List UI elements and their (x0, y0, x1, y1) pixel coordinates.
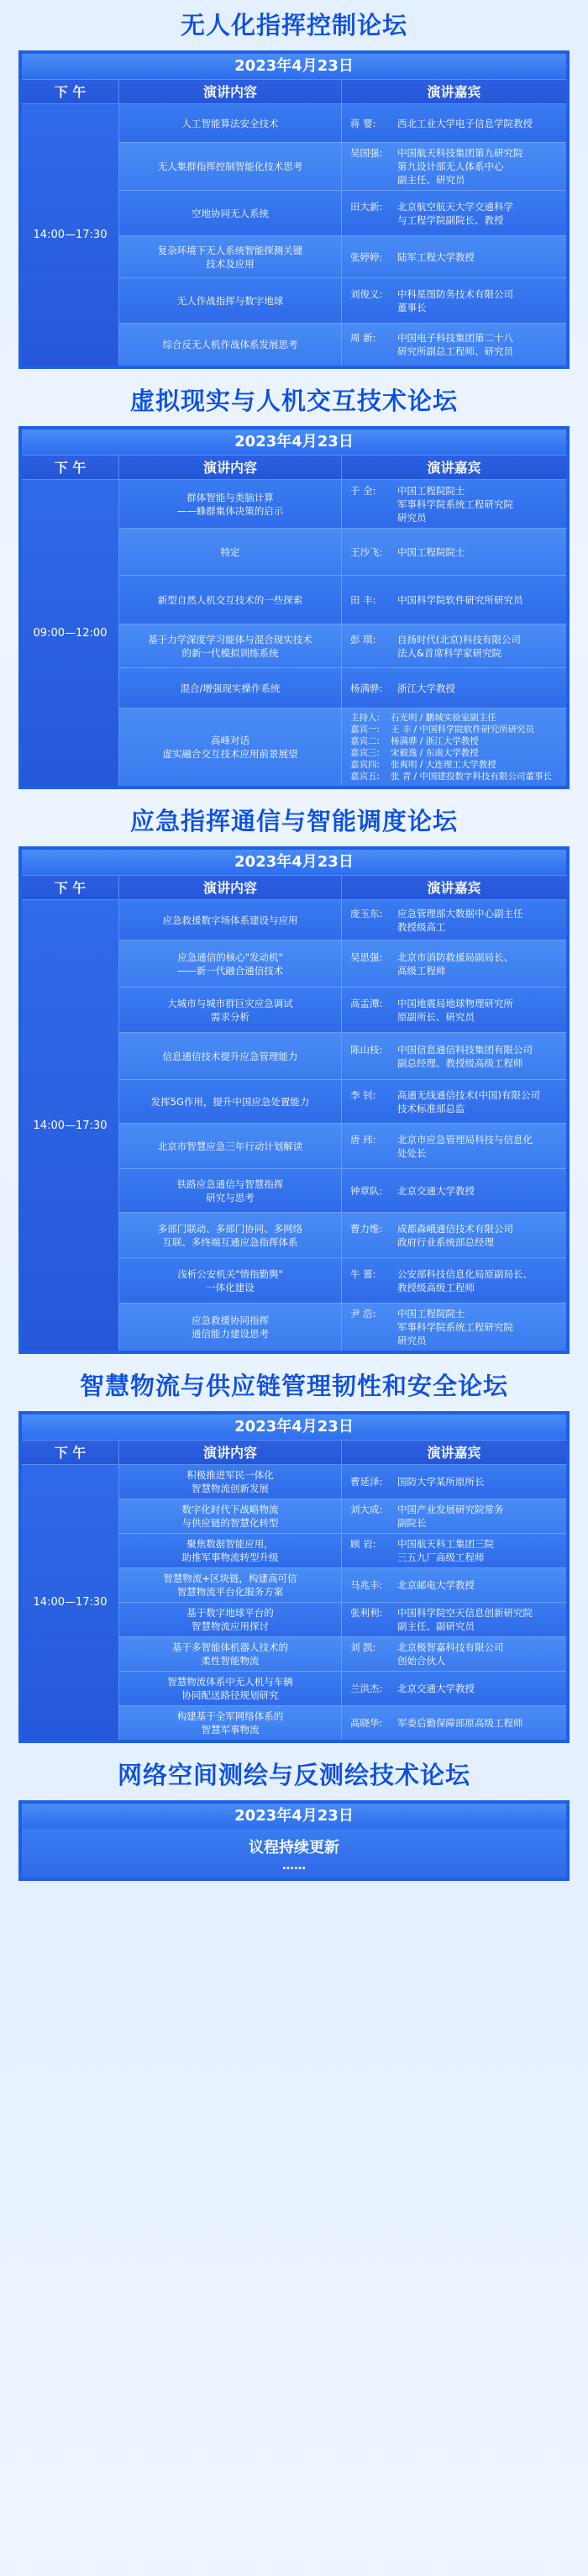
speaker-line (350, 200, 558, 227)
speaker-cell (342, 1213, 566, 1257)
table-body (22, 900, 566, 1351)
speaker-cell (342, 1033, 566, 1079)
speaker-cell (342, 324, 566, 366)
speaker-line (350, 1537, 558, 1564)
talk-topic: 基于数字地球平台的 智慧物流应用探讨 (119, 1603, 342, 1636)
agenda-rows (119, 104, 566, 366)
table-row (119, 1213, 566, 1258)
agenda-rows (119, 480, 566, 786)
speaker-line (350, 1503, 558, 1530)
header-time: 下 午 (22, 80, 119, 103)
speaker-line (350, 907, 558, 934)
talk-topic: 基于多智能体机器人技术的 柔性智能物流 (119, 1637, 342, 1671)
speaker-line (350, 997, 558, 1024)
speaker-name: 彭 琪: (350, 633, 376, 645)
talk-topic: 应急通信的核心"发动机" ——新一代融合通信技术 (119, 940, 342, 987)
header-topic: 演讲内容 (119, 1441, 342, 1464)
speaker-name: 曹力维: (350, 1222, 383, 1235)
speaker-line (350, 1133, 558, 1160)
forum-panel (18, 426, 570, 789)
table-row (119, 1499, 566, 1534)
talk-topic: 智慧物流+区块链，构建高可信 智慧物流平台化服务方案 (119, 1568, 342, 1602)
speaker-cell (342, 191, 566, 235)
speaker-name: 高孟潭: (350, 997, 383, 1009)
speaker-line (350, 1606, 558, 1633)
speaker-title: 中国产业发展研究院常务 副院长 (397, 1504, 504, 1529)
speaker-title: 中国工程院院士 军事科学院系统工程研究院 研究员 (397, 1308, 513, 1346)
speaker-name: 马兆丰: (350, 1579, 383, 1591)
talk-topic: 应急救援协同指挥 通信能力建设思考 (119, 1304, 342, 1351)
speaker-line (350, 1641, 558, 1667)
talk-topic: 数字化时代下战略物流 与供应链的智慧化转型 (119, 1499, 342, 1533)
table-row (119, 1258, 566, 1304)
speaker-title: 中科星图防务技术有限公司 董事长 (397, 287, 513, 313)
pending-dots: …… (282, 1859, 306, 1873)
speaker-name: 尹 浩: (350, 1308, 376, 1320)
speaker-title: 中国地震局地球物理研究所 原副所长、研究员 (397, 997, 513, 1023)
talk-topic: 大城市与城市群巨灾应急调试 需求分析 (119, 988, 342, 1032)
forum-title: 虚拟现实与人机交互技术论坛 (129, 387, 458, 415)
table-row (119, 576, 566, 624)
talk-topic: 无人作战指挥与数字地球 (119, 278, 342, 323)
speaker-line (350, 735, 558, 747)
speaker-title: 中国电子科技集团第二十八 研究所副总工程师、研究员 (397, 332, 513, 357)
speaker-cell (342, 278, 566, 323)
header-speaker: 演讲嘉宾 (427, 460, 481, 476)
speaker-name: 钟章队: (350, 1184, 383, 1197)
date-bar: 2023年4月23日 (22, 429, 566, 455)
table-row (119, 1304, 566, 1351)
talk-topic: 智慧物流体系中无人机与车辆 协同配送路径规划研究 (119, 1672, 342, 1705)
table-row (119, 624, 566, 668)
forum-title: 无人化指挥控制论坛 (180, 11, 407, 40)
speaker-cell (342, 1124, 566, 1168)
speaker-line (350, 712, 558, 724)
forum-panel (18, 1411, 570, 1743)
speaker-line (350, 287, 558, 314)
speaker-name: 吴国强: (350, 147, 383, 159)
speaker-name: 杨满骅: (350, 682, 383, 694)
talk-topic: 混合/增强现实操作系统 (119, 668, 342, 708)
table-row (119, 1124, 566, 1169)
speaker-line (350, 633, 558, 660)
forum-panel (18, 846, 570, 1354)
speaker-title: 高通无线通信技术(中国)有限公司 技术标准部总监 (397, 1088, 540, 1114)
date-bar: 2023年4月23日 (22, 850, 566, 875)
table-header (22, 1440, 566, 1465)
speaker-title: 自扬时代(北京)科技有限公司 法人&首席科学家研究院 (397, 633, 521, 659)
speaker-title: 北京市消防救援局副局长、 高级工程师 (397, 951, 513, 977)
forum-title: 智慧物流与供应链管理韧性和安全论坛 (79, 1372, 508, 1400)
date-bar: 2023年4月23日 (22, 1804, 566, 1829)
talk-topic: 浅析公安机关"情指勤舆" 一体化建设 (119, 1258, 342, 1303)
speaker-cell (342, 1672, 566, 1705)
speaker-name: 嘉宾四: (350, 760, 381, 770)
speaker-title: 成都森峨通信技术有限公司 政府行业系统部总经理 (397, 1222, 513, 1248)
table-row (119, 529, 566, 576)
speaker-name: 田大新: (350, 200, 383, 213)
speaker-title: 中国航天科工集团三院 三五九厂高级工程师 (397, 1538, 494, 1563)
time-slot: 14:00—17:30 (22, 900, 119, 1351)
table-header (22, 875, 566, 900)
speaker-cell (342, 1080, 566, 1123)
speaker-cell (342, 480, 566, 528)
speaker-name: 王沙飞: (350, 545, 383, 558)
speaker-line (350, 682, 558, 695)
forum-section (18, 804, 570, 1354)
speaker-title: 中国工程院院士 (397, 545, 465, 558)
speaker-cell (342, 529, 566, 575)
talk-topic: 基于力学深度学习能体与混合现实技术 的新一代模拟训练系统 (119, 624, 342, 667)
table-row (119, 1706, 566, 1740)
speaker-name: 唐 玮: (350, 1133, 376, 1146)
speaker-title: 北京邮电大学教授 (397, 1579, 475, 1591)
speaker-cell (342, 1499, 566, 1533)
table-row (119, 1568, 566, 1603)
talk-topic: 特定 (119, 529, 342, 575)
speaker-title: 公安部科技信息化局原副局长、 教授级高级工程师 (397, 1267, 533, 1293)
table-row (119, 278, 566, 324)
table-row (119, 1169, 566, 1213)
table-row (119, 1672, 566, 1706)
speaker-cell (342, 940, 566, 987)
speaker-title: 张 青 / 中国建投数字科技有限公司董事长 (391, 772, 553, 782)
table-row (119, 1033, 566, 1080)
speaker-cell (342, 988, 566, 1032)
speaker-name: 主持人: (350, 713, 381, 723)
speaker-line (350, 1682, 558, 1695)
speaker-cell (342, 709, 566, 786)
speaker-cell (342, 1568, 566, 1602)
speaker-title: 军委后勤保障部原高级工程师 (397, 1717, 523, 1729)
speaker-name: 曹延泽: (350, 1476, 383, 1488)
table-row (119, 1637, 566, 1672)
speaker-line (350, 1184, 558, 1198)
table-row (119, 191, 566, 236)
speaker-cell (342, 1258, 566, 1303)
speaker-line (350, 951, 558, 977)
speaker-name: 刘 凯: (350, 1641, 376, 1653)
talk-topic: 综合反无人机作战体系发展思考 (119, 324, 342, 366)
speaker-name: 刘大成: (350, 1504, 383, 1515)
table-row (119, 709, 566, 786)
table-row (119, 1534, 566, 1568)
forums-container (18, 8, 570, 1743)
speaker-cell (342, 1465, 566, 1499)
speaker-line (350, 1222, 558, 1249)
speaker-name: 于 全: (350, 484, 376, 497)
speaker-name: 兰洪杰: (350, 1683, 383, 1694)
table-row (119, 900, 566, 940)
speaker-line (350, 1043, 558, 1070)
speaker-title: 北京航空航天大学交通科学 与工程学院副院长、教授 (397, 200, 513, 226)
talk-topic: 人工智能算法安全技术 (119, 104, 342, 142)
talk-topic: 空地协同无人系统 (119, 191, 342, 235)
talk-topic: 铁路应急通信与智慧指挥 研究与思考 (119, 1169, 342, 1212)
speaker-title: 北京极智嘉科技有限公司 创始合伙人 (397, 1641, 504, 1667)
forum-panel (18, 50, 570, 369)
header-time: 下 午 (22, 456, 119, 479)
speaker-name: 田 丰: (350, 593, 376, 606)
speaker-cell (342, 1169, 566, 1212)
talk-topic: 无人集群指挥控制智能化技术思考 (119, 143, 342, 190)
speaker-line (350, 331, 558, 358)
speaker-name: 嘉宾一: (350, 724, 381, 735)
talk-topic: 北京市智慧应急三年行动计划解读 (119, 1124, 342, 1168)
speaker-name: 吴思强: (350, 951, 383, 963)
table-row (119, 480, 566, 529)
header-topic: 演讲内容 (119, 80, 342, 103)
table-row (119, 1603, 566, 1637)
table-row (119, 104, 566, 143)
speaker-title: 北京交通大学教授 (397, 1683, 475, 1694)
talk-topic: 应急救援数字场体系建设与应用 (119, 900, 342, 940)
talk-topic: 积极推进军民一体化 智慧物流创新发展 (119, 1465, 342, 1499)
speaker-title: 宋毅逸 / 东南大学教授 (391, 748, 479, 758)
pending-text: 议程持续更新 (249, 1839, 339, 1857)
talk-topic: 构建基于全军网络体系的 智慧军事物流 (119, 1706, 342, 1740)
speaker-name: 刘俊义: (350, 287, 383, 300)
speaker-cell (342, 1637, 566, 1671)
speaker-title: 陆军工程大学教授 (397, 250, 475, 263)
speaker-line (350, 1716, 558, 1730)
table-row (119, 1465, 566, 1499)
speaker-cell (342, 668, 566, 708)
speaker-line (350, 759, 558, 771)
speaker-line (350, 1578, 558, 1592)
speaker-line (350, 484, 558, 524)
talk-topic: 聚焦数据智能应用， 助推军事物流转型升级 (119, 1534, 342, 1567)
table-row (119, 236, 566, 278)
speaker-title: 杨满骅 / 浙江大学教授 (391, 736, 479, 746)
speaker-title: 中国工程院院士 军事科学院系统工程研究院 研究员 (397, 484, 513, 524)
date-bar: 2023年4月23日 (22, 54, 566, 79)
table-body (22, 480, 566, 786)
forum-section (18, 8, 570, 369)
talk-topic: 发挥5G作用，提升中国应急处置能力 (119, 1080, 342, 1123)
header-speaker: 演讲嘉宾 (427, 880, 481, 896)
speaker-title: 中国科学院软件研究所研究员 (397, 593, 523, 606)
table-header (22, 455, 566, 480)
speaker-title: 北京交通大学教授 (397, 1184, 475, 1197)
talk-topic: 高峰对话 虚实融合交互技术应用前景展望 (119, 709, 342, 786)
speaker-line (350, 1267, 558, 1294)
table-body (22, 104, 566, 366)
time-slot: 09:00—12:00 (22, 480, 119, 786)
speaker-line (350, 593, 558, 607)
time-slot: 14:00—17:30 (22, 104, 119, 366)
header-time: 下 午 (22, 1441, 119, 1464)
speaker-name: 高晓华: (350, 1717, 383, 1729)
speaker-title: 浙江大学教授 (397, 682, 455, 694)
speaker-cell (342, 576, 566, 624)
speaker-title: 国防大学某所原所长 (397, 1476, 485, 1488)
speaker-name: 张利利: (350, 1607, 383, 1619)
speaker-cell (342, 143, 566, 190)
speaker-title: 西北工业大学电子信息学院教授 (397, 117, 533, 129)
speaker-name: 庞玉东: (350, 907, 383, 919)
speaker-line (350, 146, 558, 187)
speaker-line (350, 747, 558, 759)
table-row (119, 988, 566, 1033)
speaker-title: 石光明 / 鹏城实验室副主任 (391, 713, 496, 723)
header-speaker: 演讲嘉宾 (427, 84, 481, 100)
date-bar: 2023年4月23日 (22, 1414, 566, 1440)
agenda-pending (22, 1829, 566, 1878)
talk-topic: 群体智能与类脑计算 ——蜂群集体决策的启示 (119, 480, 342, 528)
speaker-cell (342, 236, 566, 277)
speaker-cell (342, 1534, 566, 1567)
speaker-cell (342, 1706, 566, 1740)
speaker-cell (342, 1304, 566, 1351)
speaker-name: 陈山枝: (350, 1043, 383, 1056)
forum-title: 应急指挥通信与智能调度论坛 (129, 807, 458, 835)
forum-section (18, 1369, 570, 1743)
speaker-title: 中国科学院空天信息创新研究院 副主任、副研究员 (397, 1607, 533, 1632)
agenda-rows (119, 1465, 566, 1740)
speaker-name: 嘉宾五: (350, 772, 381, 782)
speaker-title: 北京市应急管理局科技与信息化 处处长 (397, 1133, 533, 1159)
speaker-cell (342, 1603, 566, 1636)
speaker-line (350, 545, 558, 559)
header-topic: 演讲内容 (119, 876, 342, 899)
table-body (22, 1465, 566, 1740)
forum-title: 网络空间测绘与反测绘技术论坛 (117, 1761, 470, 1789)
speaker-name: 张婷婷: (350, 250, 383, 263)
speaker-cell (342, 624, 566, 667)
time-slot: 14:00—17:30 (22, 1465, 119, 1740)
speaker-name: 嘉宾三: (350, 748, 381, 758)
agenda-rows (119, 900, 566, 1351)
speaker-line (350, 1307, 558, 1347)
speaker-name: 周 新: (350, 332, 376, 344)
table-row (119, 143, 566, 191)
table-row (119, 940, 566, 988)
speaker-name: 顾 岩: (350, 1538, 376, 1550)
talk-topic: 信息通信技术提升应急管理能力 (119, 1033, 342, 1079)
speaker-line (350, 1475, 558, 1488)
forum-section (18, 384, 570, 789)
table-row (119, 668, 566, 709)
table-row (119, 1080, 566, 1124)
speaker-name: 牛 蔷: (350, 1267, 376, 1280)
table-header (22, 79, 566, 104)
forum-final (18, 1758, 570, 1881)
speaker-line (350, 1088, 558, 1115)
speaker-title: 中国航天科技集团第九研究院 第九设计部无人体系中心 副主任、研究员 (397, 147, 523, 186)
speaker-line (350, 250, 558, 264)
speaker-name: 蒋 婴: (350, 117, 376, 129)
speaker-cell (342, 104, 566, 142)
speaker-cell (342, 900, 566, 940)
talk-topic: 多部门联动、多部门协同、多网络 互联、多终端互通应急指挥体系 (119, 1213, 342, 1257)
speaker-name: 李 钊: (350, 1088, 376, 1101)
forum-panel (18, 1800, 570, 1881)
speaker-line (350, 724, 558, 735)
header-speaker: 演讲嘉宾 (427, 1445, 481, 1461)
speaker-name: 嘉宾二: (350, 736, 381, 746)
talk-topic: 复杂环境下无人系统智能探测关键 技术及应用 (119, 236, 342, 277)
speaker-title: 中国信息通信科技集团有限公司 副总经理、教授级高级工程师 (397, 1043, 533, 1069)
speaker-title: 张爽明 / 大连理工大学教授 (391, 760, 496, 770)
speaker-title: 王 丰 / 中国科学院软件研究所研究员 (391, 724, 535, 735)
header-topic: 演讲内容 (119, 456, 342, 479)
header-time: 下 午 (22, 876, 119, 899)
table-row (119, 324, 566, 366)
speaker-line (350, 771, 558, 782)
speaker-title: 应急管理部大数据中心副主任 教授级高工 (397, 907, 523, 933)
talk-topic: 新型自然人机交互技术的一些探索 (119, 576, 342, 624)
speaker-line (350, 117, 558, 130)
